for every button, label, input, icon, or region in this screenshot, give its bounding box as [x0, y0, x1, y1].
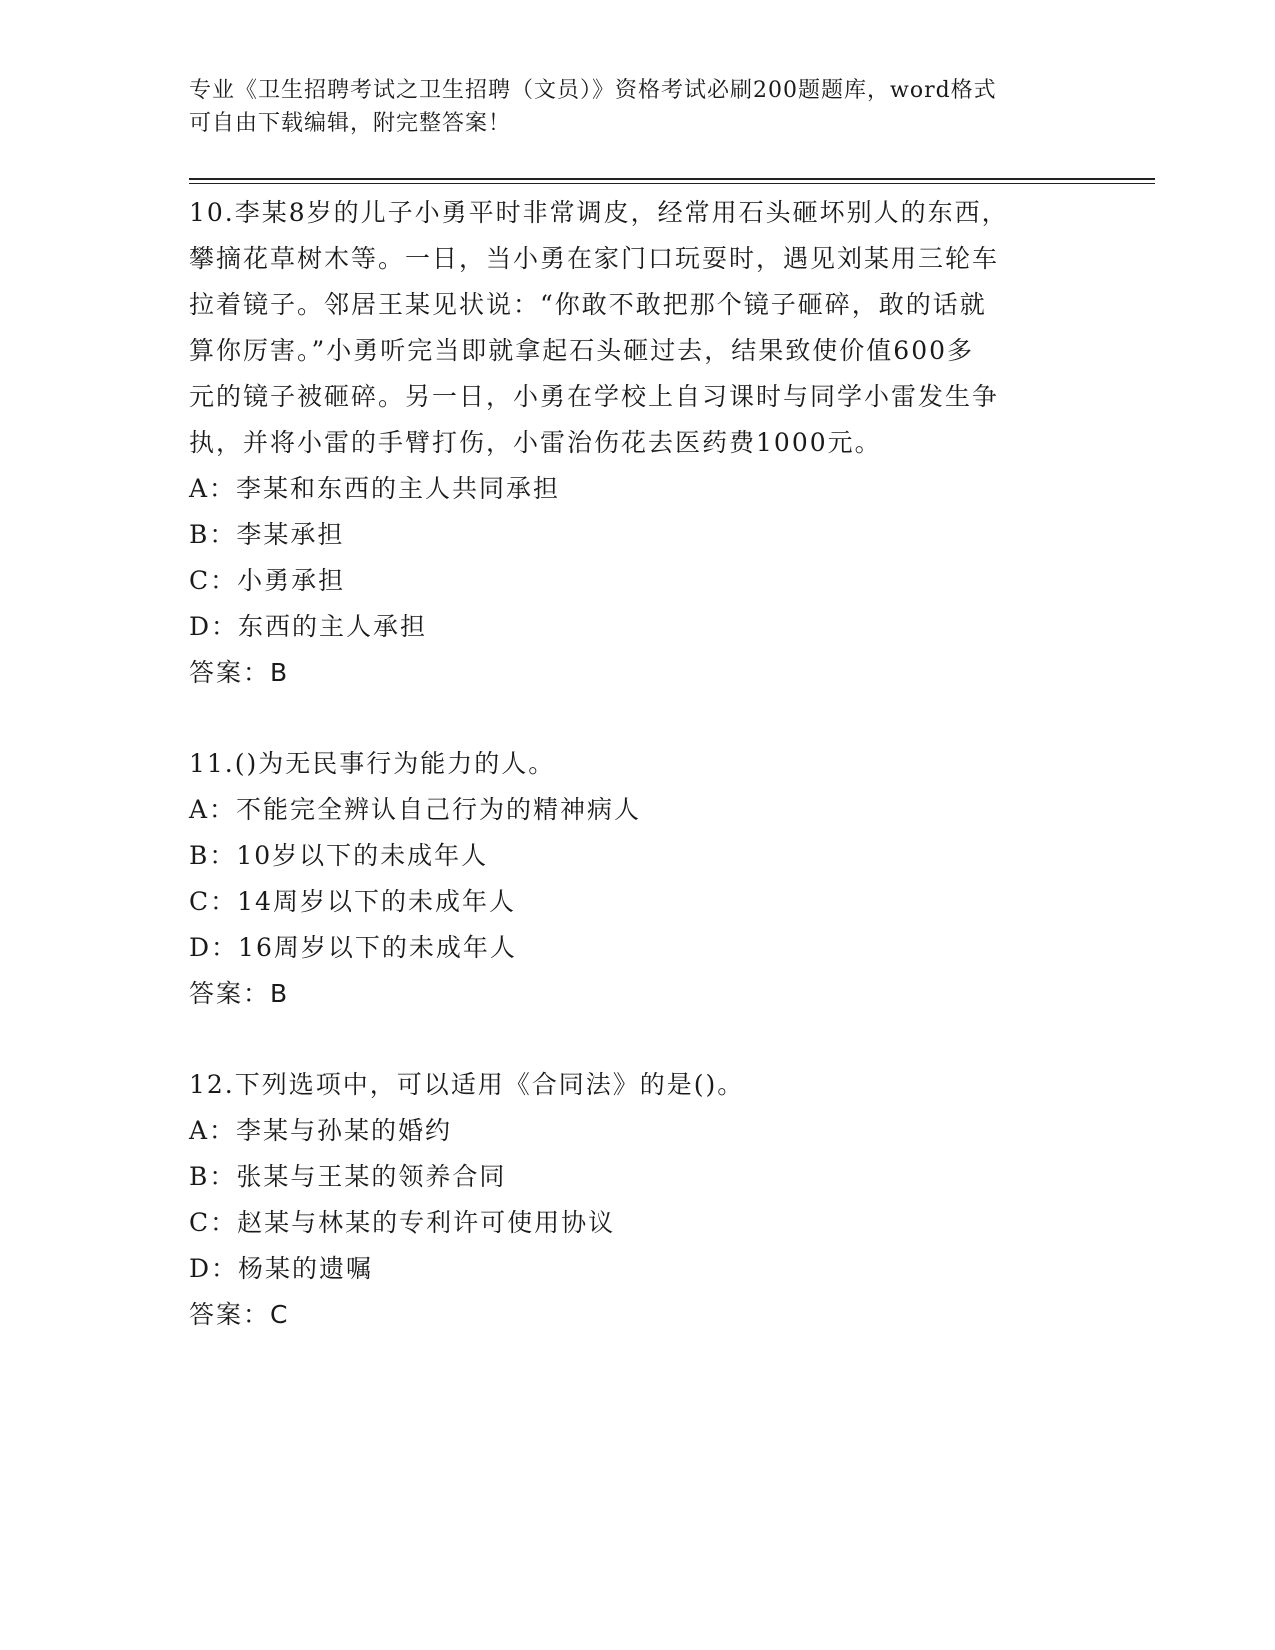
document-header: [189, 74, 1069, 140]
option-a: A：李某和东西的主人共同承担: [189, 474, 561, 503]
question-text-line: 10.李某8岁的儿子小勇平时非常调皮，经常用石头砸坏别人的东西，: [189, 198, 1009, 227]
question-12: [189, 1062, 1069, 1338]
answer-line: 答案：C: [189, 1300, 290, 1329]
question-text-line: 11.()为无民事行为能力的人。: [189, 749, 556, 778]
option-d: D：东西的主人承担: [189, 612, 428, 641]
option-c: C：14周岁以下的未成年人: [189, 887, 516, 916]
question-text-line: 元的镜子被砸碎。另一日，小勇在学校上自习课时与同学小雷发生争: [189, 382, 1000, 411]
header-line-1: 专业《卫生招聘考试之卫生招聘（文员）》资格考试必刷200题题库，word格式: [189, 78, 997, 103]
option-b: B：张某与王某的领养合同: [189, 1162, 507, 1191]
question-list: [189, 190, 1069, 1383]
question-text-line: 攀摘花草树木等。一日，当小勇在家门口玩耍时，遇见刘某用三轮车: [189, 244, 1000, 273]
option-a: A：不能完全辨认自己行为的精神病人: [189, 795, 642, 824]
question-text-line: 12.下列选项中，可以适用《合同法》的是()。: [189, 1070, 745, 1099]
header-line-2: 可自由下载编辑，附完整答案！: [189, 111, 512, 136]
answer-line: 答案：B: [189, 979, 290, 1008]
option-c: C：小勇承担: [189, 566, 346, 595]
question-11: [189, 741, 1069, 1017]
question-text-line: 拉着镜子。邻居王某见状说：“你敢不敢把那个镜子砸碎，敢的话就: [189, 290, 987, 319]
option-a: A：李某与孙某的婚约: [189, 1116, 453, 1145]
option-c: C：赵某与林某的专利许可使用协议: [189, 1208, 616, 1237]
option-d: D：杨某的遗嘱: [189, 1254, 374, 1283]
answer-line: 答案：B: [189, 658, 290, 687]
question-10: [189, 190, 1069, 696]
header-rule-thin: [189, 183, 1155, 184]
question-text-line: 算你厉害。”小勇听完当即就拿起石头砸过去，结果致使价值600多: [189, 336, 975, 365]
question-text-line: 执，并将小雷的手臂打伤，小雷治伤花去医药费1000元。: [189, 428, 882, 457]
option-b: B：10岁以下的未成年人: [189, 841, 489, 870]
option-d: D：16周岁以下的未成年人: [189, 933, 517, 962]
header-rule-thick: [189, 178, 1155, 180]
option-b: B：李某承担: [189, 520, 345, 549]
